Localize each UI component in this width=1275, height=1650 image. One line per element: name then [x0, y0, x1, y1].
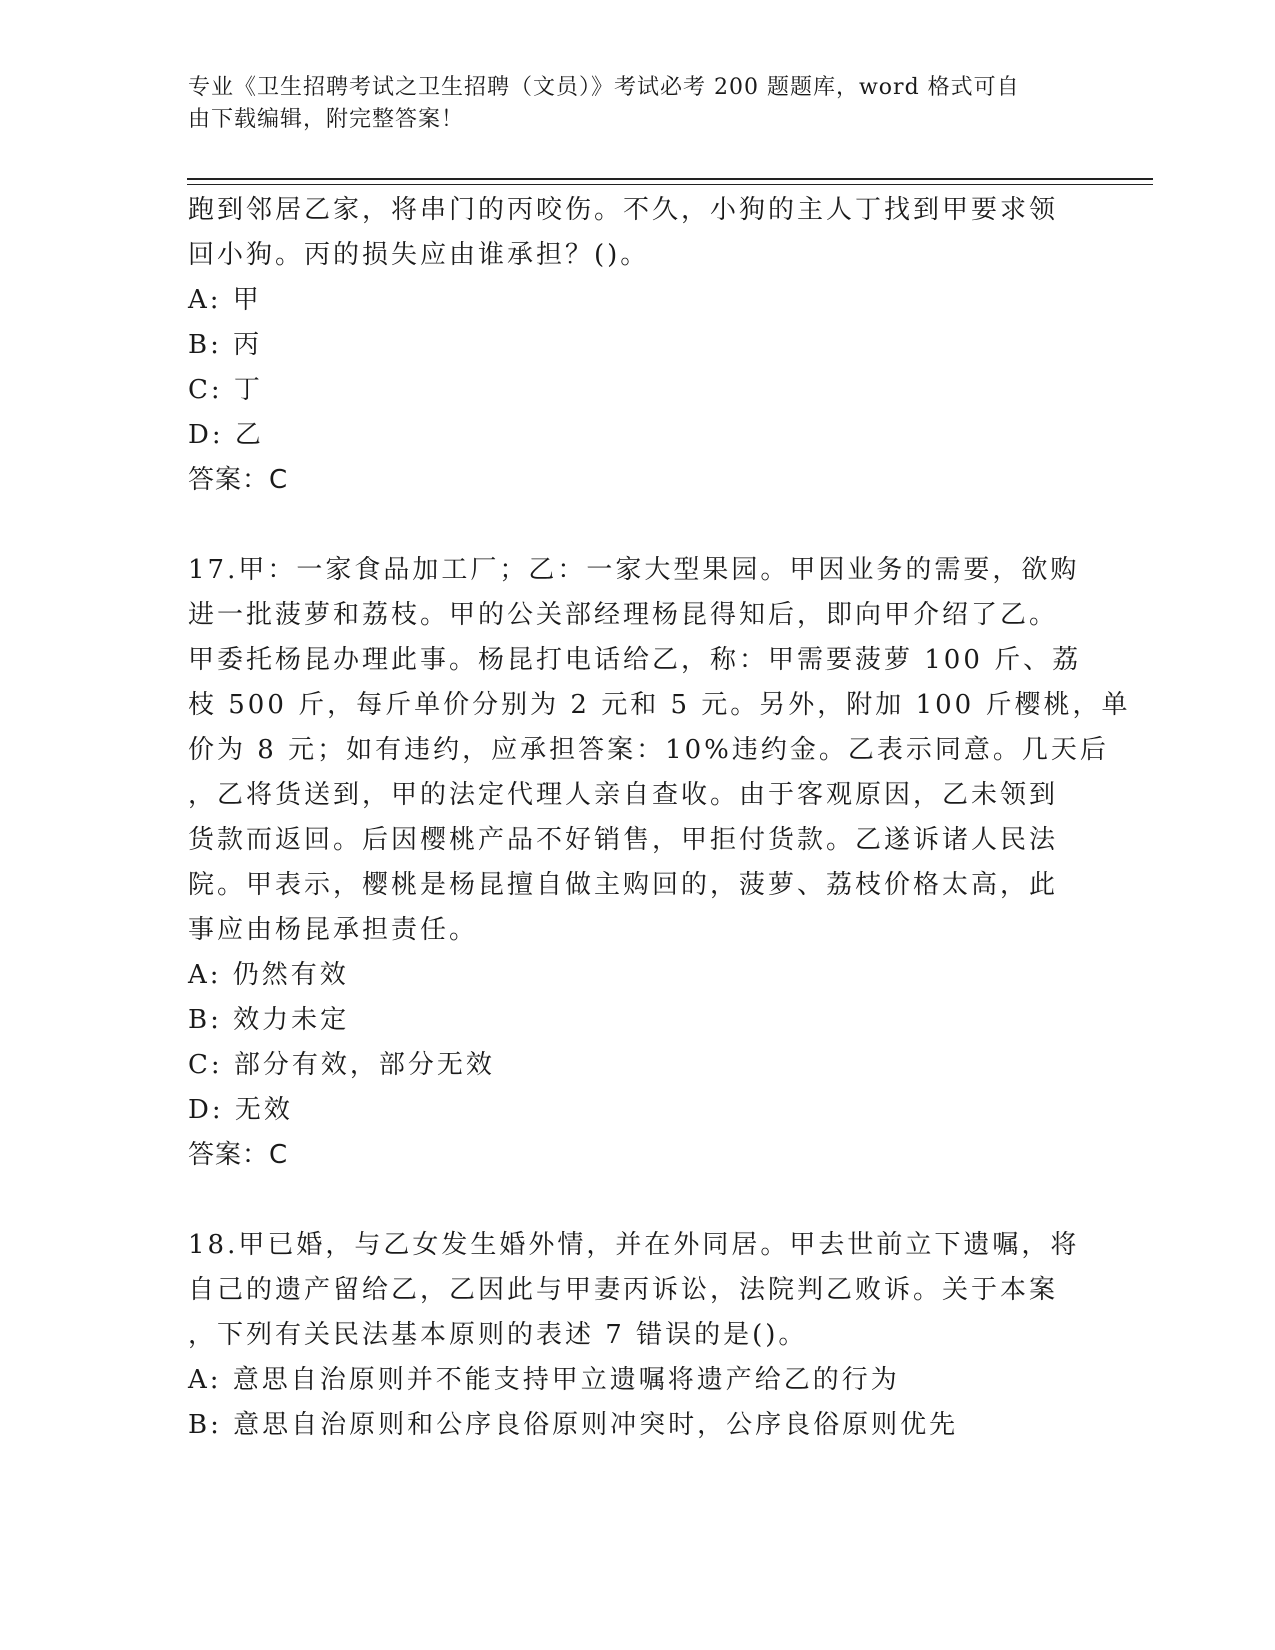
question-text-line: 17.甲：一家食品加工厂；乙：一家大型果园。甲因业务的需要，欲购: [188, 555, 1080, 585]
header-line-2: 由下载编辑，附完整答案！: [188, 107, 465, 132]
option-a: A: 意思自治原则并不能支持甲立遗嘱将遗产给乙的行为: [188, 1365, 900, 1395]
option-b: B: 丙: [188, 330, 263, 360]
question-text-line: 自己的遗产留给乙，乙因此与甲妻丙诉讼，法院判乙败诉。关于本案: [188, 1275, 1059, 1305]
question-text-line: 回小狗。丙的损失应由谁承担？()。: [188, 240, 650, 270]
question-text-line: 跑到邻居乙家，将串门的丙咬伤。不久，小狗的主人丁找到甲要求领: [188, 195, 1059, 225]
answer-line: 答案：C: [188, 1140, 289, 1170]
question-text-line: ，下列有关民法基本原则的表述 7 错误的是()。: [188, 1320, 808, 1350]
option-d: D: 乙: [188, 420, 264, 450]
header-line-1: 专业《卫生招聘考试之卫生招聘（文员）》考试必考 200 题题库，word 格式可自: [188, 75, 1020, 100]
question-text-line: 甲委托杨昆办理此事。杨昆打电话给乙，称：甲需要菠萝 100 斤、荔: [188, 645, 1082, 675]
question-text-line: 进一批菠萝和荔枝。甲的公关部经理杨昆得知后，即向甲介绍了乙。: [188, 600, 1059, 630]
spacer: [188, 503, 1068, 548]
question-16: [188, 188, 1068, 503]
document-body: [188, 188, 1131, 1448]
option-c: C: 部分有效，部分无效: [188, 1050, 495, 1080]
question-text-line: 院。甲表示，樱桃是杨昆擅自做主购回的，菠萝、荔枝价格太高，此: [188, 870, 1059, 900]
header-divider-thin: [187, 184, 1153, 185]
answer-line: 答案：C: [188, 465, 289, 495]
question-18: [188, 1223, 1080, 1448]
option-b: B: 效力未定: [188, 1005, 350, 1035]
option-c: C: 丁: [188, 375, 263, 405]
question-text-line: 货款而返回。后因樱桃产品不好销售，甲拒付货款。乙遂诉诸人民法: [188, 825, 1059, 855]
option-d: D: 无效: [188, 1095, 293, 1125]
question-text-line: 18.甲已婚，与乙女发生婚外情，并在外同居。甲去世前立下遗嘱，将: [188, 1230, 1080, 1260]
document-header: [188, 72, 1068, 136]
option-b: B: 意思自治原则和公序良俗原则冲突时，公序良俗原则优先: [188, 1410, 959, 1440]
header-divider-thick: [187, 178, 1153, 180]
question-text-line: 事应由杨昆承担责任。: [188, 915, 479, 945]
option-a: A: 仍然有效: [188, 960, 349, 990]
question-17: [188, 548, 1131, 1178]
question-text-line: 价为 8 元；如有违约，应承担答案：10%违约金。乙表示同意。几天后: [188, 735, 1109, 765]
option-a: A: 甲: [188, 285, 262, 315]
spacer: [188, 1178, 1068, 1223]
question-text-line: 枝 500 斤，每斤单价分别为 2 元和 5 元。另外，附加 100 斤樱桃，单: [188, 690, 1131, 720]
question-text-line: ，乙将货送到，甲的法定代理人亲自查收。由于客观原因，乙未领到: [188, 780, 1059, 810]
